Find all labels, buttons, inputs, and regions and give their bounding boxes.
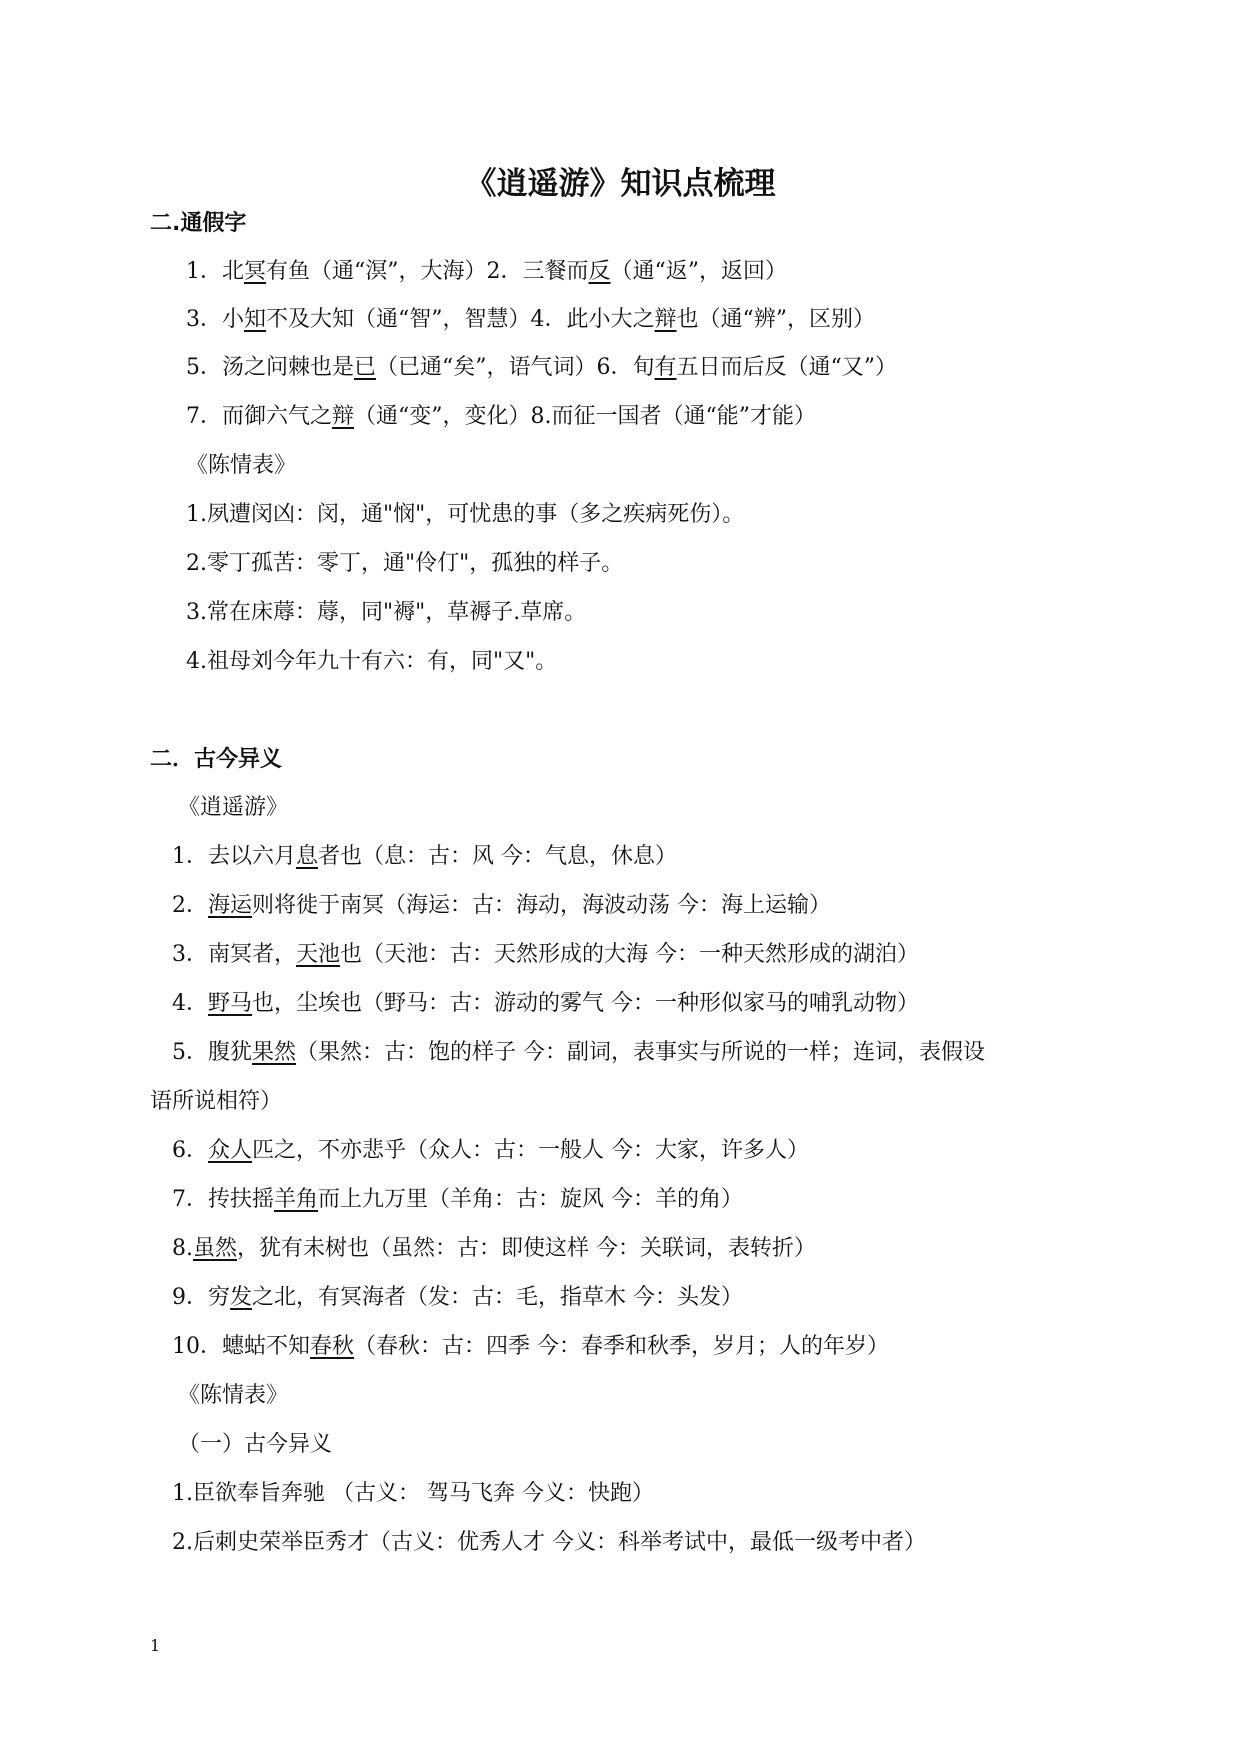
text-run: ，犹有未树也（虽然：古：即使这样 今：关联词，表转折） <box>237 1236 817 1261</box>
text-run: 5．腹犹 <box>172 1040 252 1065</box>
text-run: 有鱼（通“溟”，大海）2．三餐而 <box>266 259 589 284</box>
underlined-term: 发 <box>230 1285 253 1310</box>
text-run: 4． <box>172 991 208 1016</box>
text-run: 《陈情表》 <box>178 1383 289 1408</box>
text-run: 匹之，不亦悲乎（众人：古：一般人 今：大家，许多人） <box>252 1138 810 1163</box>
text-line <box>172 1283 743 1313</box>
text-line <box>172 891 831 921</box>
underlined-term: 冥 <box>244 259 267 284</box>
text-run: 1.夙遭闵凶：闵，通"悯"，可忧患的事（多之疾病死伤）。 <box>186 502 745 527</box>
text-run: （通“返”，返回） <box>610 259 788 284</box>
text-run: 二.通假字 <box>150 211 247 236</box>
text-line <box>178 1430 332 1460</box>
text-line <box>172 940 919 970</box>
text-run: （一）古今异义 <box>178 1432 333 1457</box>
text-run: 7．抟扶摇 <box>172 1187 274 1212</box>
text-run: 而上九万里（羊角：古：旋风 今：羊的角） <box>318 1187 744 1212</box>
underlined-term: 羊角 <box>274 1187 319 1212</box>
text-run: 1.臣欲奉旨奔驰 （古义： 驾马飞奔 今义：快跑） <box>172 1481 654 1506</box>
section-heading <box>150 745 282 775</box>
underlined-term: 辩 <box>332 404 355 429</box>
text-run: 不及大知（通“智”，智慧）4．此小大之 <box>266 307 655 332</box>
page-number: 1 <box>150 1636 161 1655</box>
text-run: 7．而御六气之 <box>186 404 332 429</box>
text-run: 1．北 <box>186 259 244 284</box>
text-run: 3．小 <box>186 307 244 332</box>
text-run: 8. <box>172 1236 193 1261</box>
underlined-term: 天池 <box>296 942 341 967</box>
text-run: 《逍遥游》 <box>178 795 289 820</box>
text-run: （果然：古：饱的样子 今：副词，表事实与所说的一样；连词，表假设 <box>296 1040 986 1065</box>
section-heading <box>150 209 246 239</box>
text-line <box>172 1479 654 1509</box>
underlined-term: 春秋 <box>310 1334 355 1359</box>
text-line <box>172 1332 889 1362</box>
text-run: 五日而后反（通“又”） <box>676 355 898 380</box>
text-run: 者也（息：古：风 今：气息，休息） <box>318 844 678 869</box>
text-line <box>186 353 897 383</box>
text-run: 则将徙于南冥（海运：古：海动，海波动荡 今：海上运输） <box>252 893 832 918</box>
text-line <box>186 451 296 481</box>
underlined-term: 辩 <box>654 307 677 332</box>
text-line <box>150 1087 282 1117</box>
text-line <box>178 1381 288 1411</box>
text-run: 语所说相符） <box>150 1089 283 1114</box>
text-run: （已通“矣”，语气词）6．旬 <box>376 355 655 380</box>
text-run: 5．汤之问棘也是 <box>186 355 354 380</box>
text-run: （通“变”，变化）8.而征一国者（通“能”才能） <box>354 404 816 429</box>
text-run: 10．蟪蛄不知 <box>172 1334 310 1359</box>
text-line <box>186 402 816 432</box>
underlined-term: 野马 <box>208 991 253 1016</box>
text-run: 2.零丁孤苦：零丁，通"伶仃"，孤独的样子。 <box>186 551 624 576</box>
text-run: 之北，有冥海者（发：古：毛，指草木 今：头发） <box>252 1285 744 1310</box>
underlined-term: 有 <box>654 355 677 380</box>
underlined-term: 知 <box>244 307 267 332</box>
text-run: （春秋：古：四季 今：春季和秋季，岁月；人的年岁） <box>354 1334 890 1359</box>
text-line <box>178 793 288 823</box>
text-line <box>186 305 875 335</box>
text-line <box>186 257 787 287</box>
page-title: 《逍遥游》知识点梳理 <box>465 166 776 202</box>
text-run: 6． <box>172 1138 208 1163</box>
underlined-term: 已 <box>354 355 377 380</box>
text-run: 也（天池：古：天然形成的大海 今：一种天然形成的湖泊） <box>340 942 920 967</box>
text-run: 《陈情表》 <box>186 453 297 478</box>
text-line <box>186 598 586 628</box>
text-line <box>172 1528 926 1558</box>
text-run: 9．穷 <box>172 1285 230 1310</box>
text-run: 2． <box>172 893 208 918</box>
underlined-term: 众人 <box>208 1138 253 1163</box>
text-run: 2.后刺史荣举臣秀才（古义：优秀人才 今义：科举考试中，最低一级考中者） <box>172 1530 926 1555</box>
underlined-term: 息 <box>296 844 319 869</box>
underlined-term: 反 <box>588 259 611 284</box>
text-line <box>186 500 744 530</box>
text-run: 3．南冥者， <box>172 942 296 967</box>
text-run: 1．去以六月 <box>172 844 296 869</box>
text-run: 也（通“辨”，区别） <box>676 307 876 332</box>
text-line <box>186 647 557 677</box>
text-line <box>172 1136 809 1166</box>
text-line <box>172 1234 816 1264</box>
text-run: 也，尘埃也（野马：古：游动的雾气 今：一种形似家马的哺乳动物） <box>252 991 920 1016</box>
text-line <box>172 1185 743 1215</box>
text-line <box>186 549 623 579</box>
text-line <box>172 1038 985 1068</box>
underlined-term: 虽然 <box>193 1236 238 1261</box>
text-run: 3.常在床蓐：蓐，同"褥"，草褥子.草席。 <box>186 600 587 625</box>
underlined-term: 海运 <box>208 893 253 918</box>
text-line <box>172 842 677 872</box>
text-line <box>172 989 919 1019</box>
underlined-term: 果然 <box>252 1040 297 1065</box>
text-run: 4.祖母刘今年九十有六：有，同"又"。 <box>186 649 558 674</box>
text-run: 二．古今异义 <box>150 747 283 772</box>
